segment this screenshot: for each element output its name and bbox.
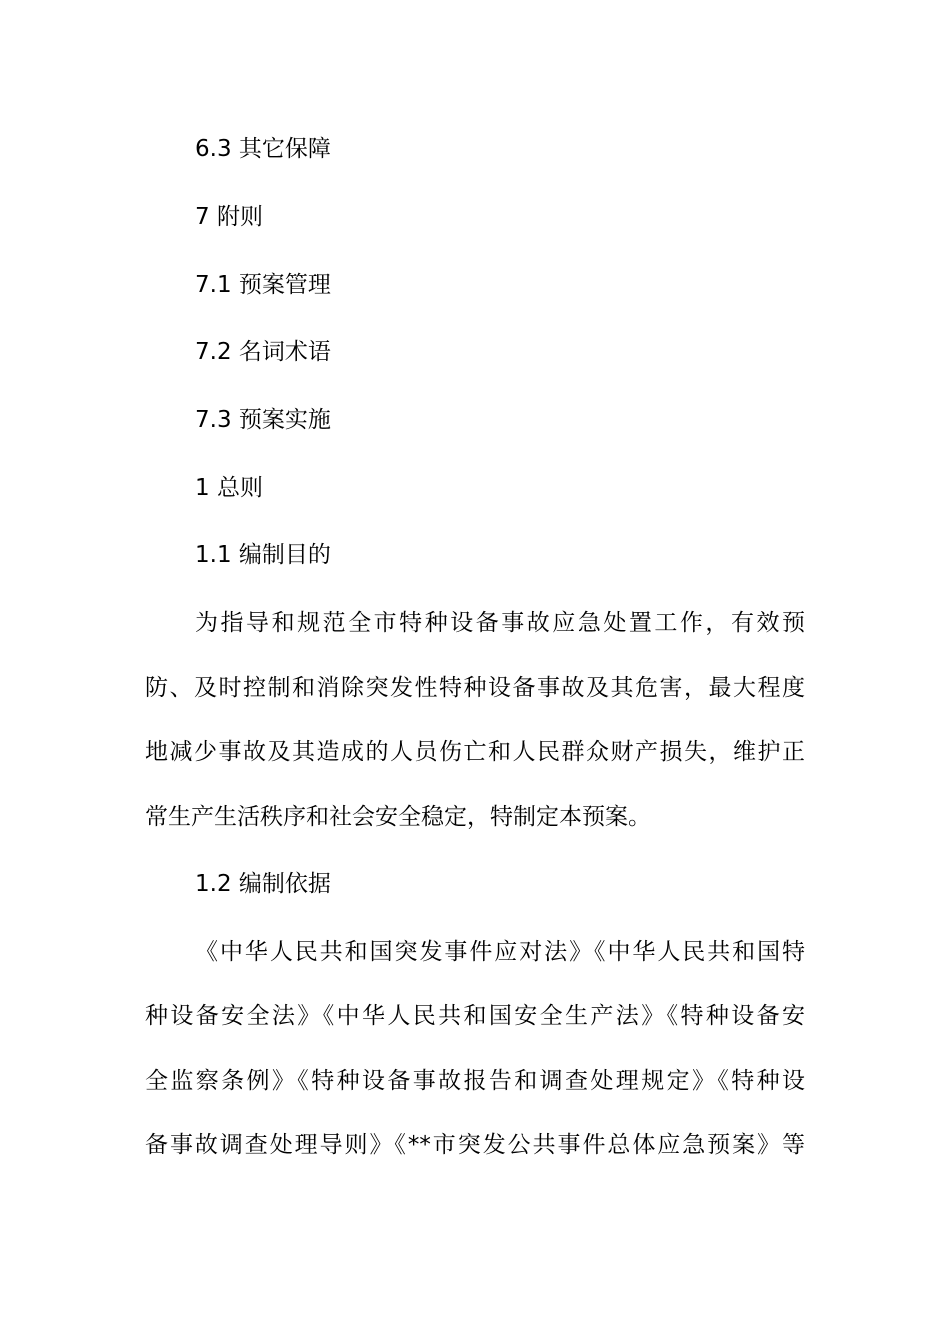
section-heading-1-1: 1.1 编制目的 bbox=[195, 542, 331, 568]
paragraph-basis-line-1: 《中华人民共和国突发事件应对法》《中华人民共和国特 bbox=[195, 939, 805, 965]
section-heading-1: 1 总则 bbox=[195, 475, 263, 501]
paragraph-basis-line-2: 种设备安全法》《中华人民共和国安全生产法》《特种设备安 bbox=[145, 1003, 805, 1029]
section-heading-7: 7 附则 bbox=[195, 204, 263, 230]
paragraph-basis-line-4: 备事故调查处理导则》《**市突发公共事件总体应急预案》等 bbox=[145, 1132, 805, 1158]
section-heading-7-2: 7.2 名词术语 bbox=[195, 339, 331, 365]
section-heading-6-3: 6.3 其它保障 bbox=[195, 136, 331, 162]
paragraph-purpose-line-3: 地减少事故及其造成的人员伤亡和人民群众财产损失，维护正 bbox=[145, 739, 805, 765]
paragraph-purpose-line-4: 常生产生活秩序和社会安全稳定，特制定本预案。 bbox=[145, 804, 651, 830]
paragraph-purpose-line-1: 为指导和规范全市特种设备事故应急处置工作，有效预 bbox=[195, 610, 805, 636]
paragraph-purpose-line-2: 防、及时控制和消除突发性特种设备事故及其危害，最大程度 bbox=[145, 675, 805, 701]
paragraph-basis-line-3: 全监察条例》《特种设备事故报告和调查处理规定》《特种设 bbox=[145, 1068, 805, 1094]
section-heading-1-2: 1.2 编制依据 bbox=[195, 871, 331, 897]
section-heading-7-1: 7.1 预案管理 bbox=[195, 272, 331, 298]
section-heading-7-3: 7.3 预案实施 bbox=[195, 407, 331, 433]
